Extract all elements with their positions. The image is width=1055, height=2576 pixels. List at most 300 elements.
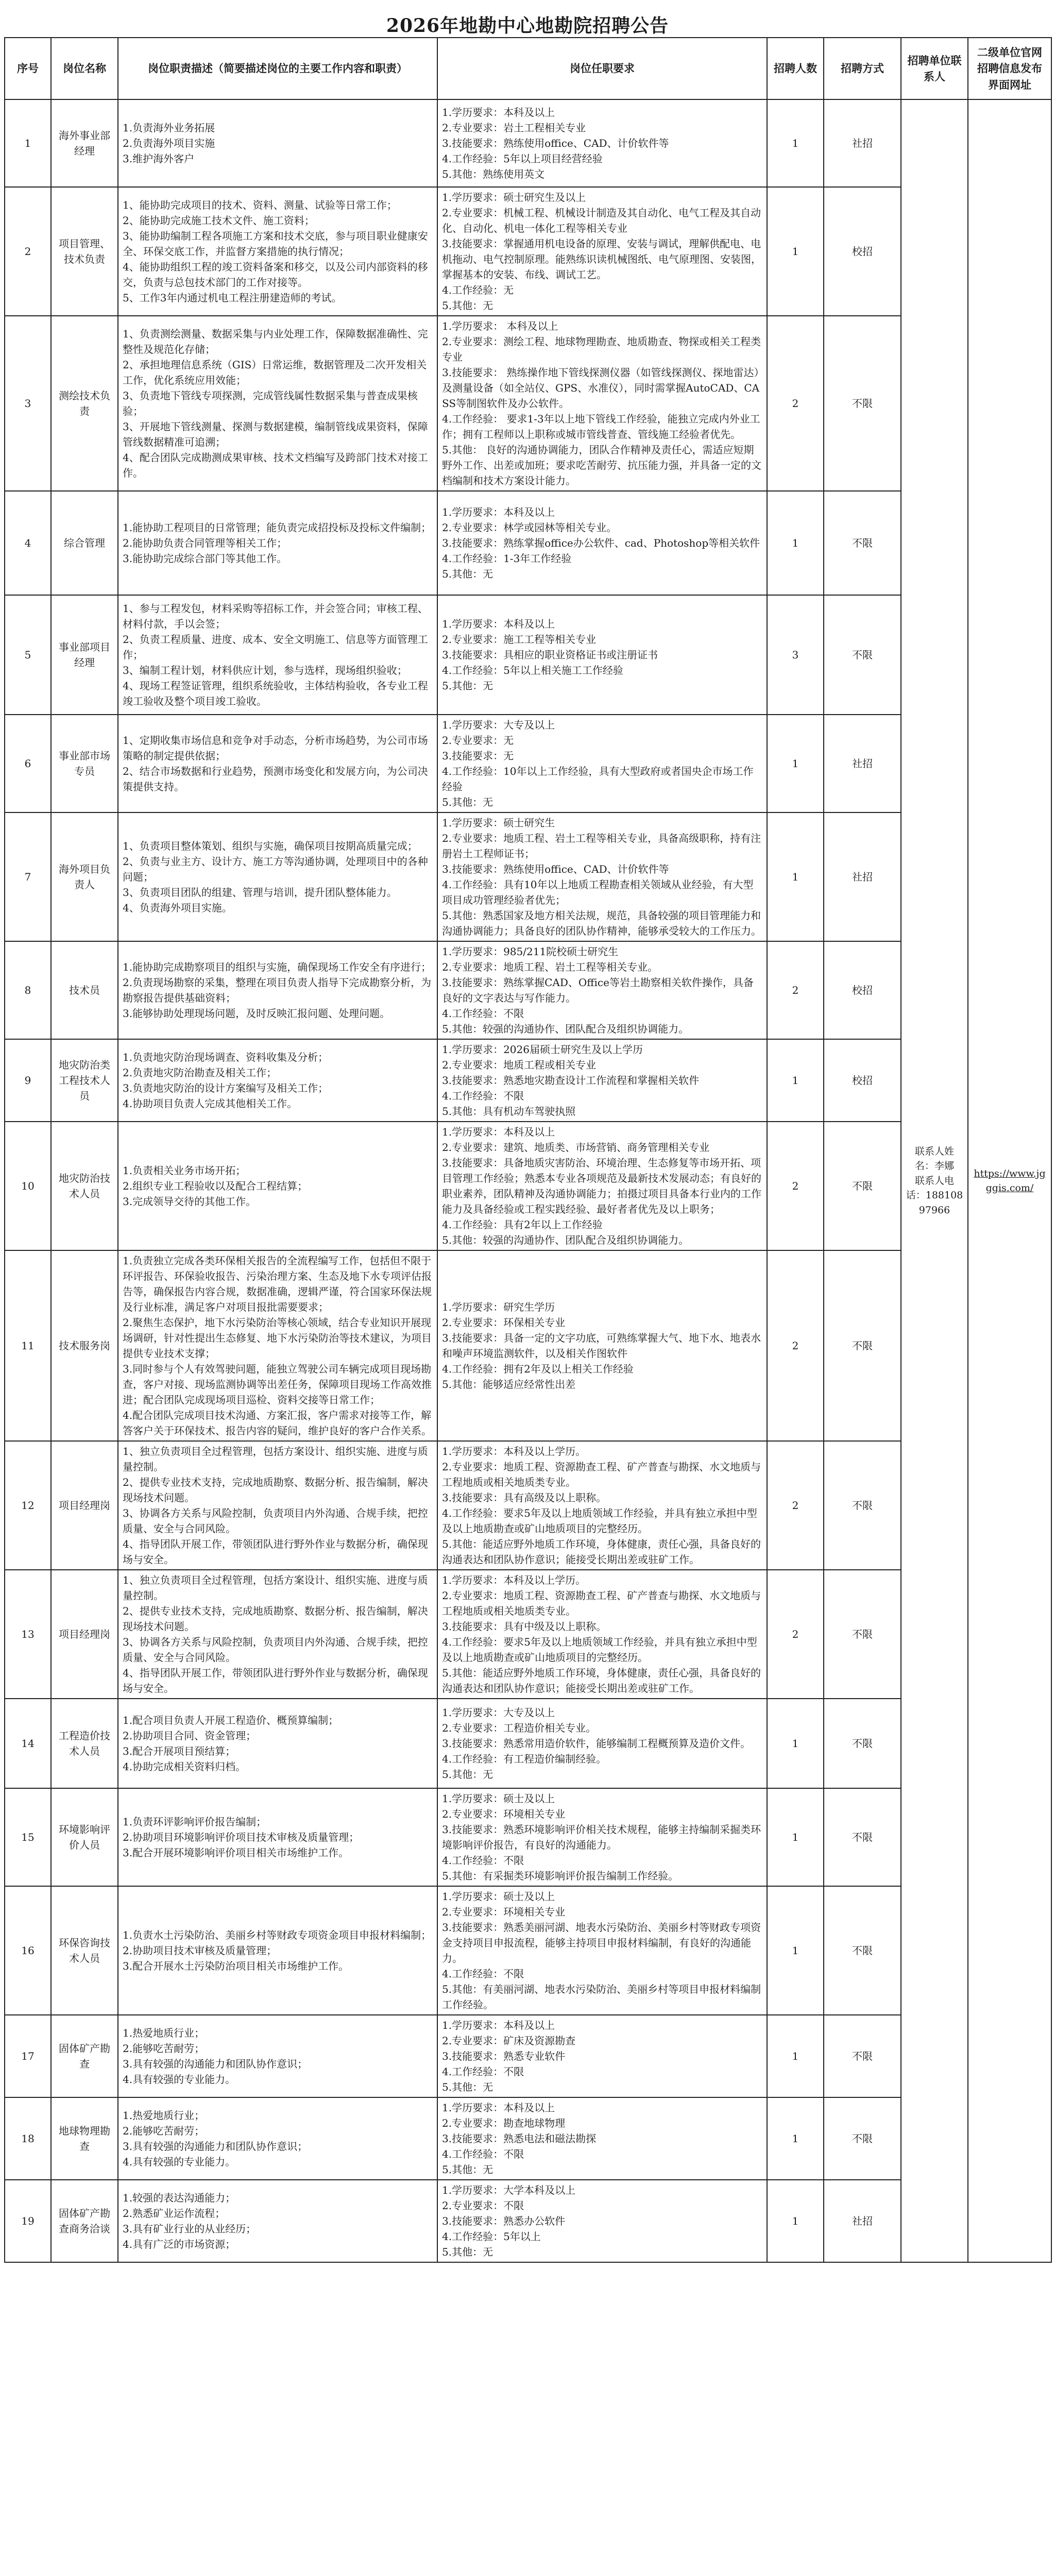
post-name: 事业部项目经理 — [51, 595, 118, 715]
post-name: 海外事业部经理 — [51, 99, 118, 187]
row-number: 12 — [5, 1441, 51, 1570]
duty-line: 2、负责与业主方、设计方、施工方等沟通协调，处理项目中的各种问题； — [123, 855, 428, 883]
requirement-line: 2.专业要求：不限 — [442, 2199, 524, 2212]
duty-description — [118, 2097, 437, 2180]
hire-count: 1 — [767, 2015, 824, 2097]
requirement-line: 3.技能要求：熟悉美丽河湖、地表水污染防治、美丽乡村等财政专项资金支持项目申报流程，能够主持项目申报材料编制，有良好的沟通能力。 — [442, 1921, 761, 1964]
hire-method: 社招 — [824, 2180, 901, 2262]
hire-count: 2 — [767, 1250, 824, 1441]
requirement-line: 2.专业要求：无 — [442, 734, 514, 747]
requirement-line: 4.工作经验：不限 — [442, 1007, 524, 1020]
duty-line: 3.能协助完成综合部门等其他工作。 — [123, 552, 287, 565]
duty-line: 1.负责海外业务拓展 — [123, 122, 215, 134]
hire-method: 不限 — [824, 491, 901, 595]
post-name: 事业部市场专员 — [51, 715, 118, 812]
requirement-line: 3.技能要求： 熟练操作地下管线探测仪器（如管线探测仪、探地雷达）及测量设备（如全站仪、GPS、水准仪），同时需掌握AutoCAD、CASS等制图软件及办公软件。 — [442, 366, 760, 410]
requirement-line: 2.专业要求：环保相关专业 — [442, 1316, 566, 1329]
requirement-line: 4.工作经验：不限 — [442, 1854, 524, 1867]
duty-line: 2、提供专业技术支持，完成地质勘察、数据分析、报告编制，解决现场技术问题。 — [123, 1476, 428, 1504]
duty-line: 3.能够协助处理现场问题，及时反映汇报问题、处理问题。 — [123, 1007, 390, 1020]
duty-line: 4.配合团队完成项目技术沟通、方案汇报，客户需求对接等工作，解答客户关于环保技术、报告内容的疑问，维护良好的客户合作关系。 — [123, 1409, 432, 1437]
duty-line: 4.协助项目负责人完成其他相关工作。 — [123, 1097, 298, 1110]
post-name: 地灾防治技术人员 — [51, 1122, 118, 1250]
hire-method: 校招 — [824, 187, 901, 316]
requirement-line: 5.其他：无 — [442, 2163, 494, 2176]
duty-line: 2.组织专业工程验收以及配合工程结算； — [123, 1180, 308, 1192]
duty-line: 1、能协助完成项目的技术、资料、测量、试验等日常工作； — [123, 199, 397, 211]
requirement-line: 3.技能要求：熟悉办公软件 — [442, 2215, 566, 2227]
hire-count: 2 — [767, 316, 824, 491]
requirement-line: 3.技能要求：掌握通用机电设备的原理、安装与调试，理解供配电、电机拖动、电气控制原理。能熟练识读机械图纸、电气原理图、安装图，掌握基本的安装、布线、调试工艺。 — [442, 238, 761, 281]
row-number: 19 — [5, 2180, 51, 2262]
requirement-line: 2.专业要求：矿床及资源勘查 — [442, 2035, 576, 2047]
hire-method: 校招 — [824, 1039, 901, 1122]
duty-line: 3、负责地下管线专项探测，完成管线属性数据采集与普查成果核验； — [123, 389, 418, 417]
duty-line: 4.具有广泛的市场资源； — [123, 2238, 236, 2250]
page-title: 2026年地勘中心地勘院招聘公告 — [386, 15, 669, 37]
requirement-line: 4.工作经验：不限 — [442, 1968, 524, 1980]
requirement-line: 5.其他：能适应野外地质工作环境，身体健康，责任心强，具备良好的沟通表达和团队协作意识；能接受长期出差或驻矿工作。 — [442, 1667, 761, 1694]
requirement-line: 2.专业要求：环境相关专业 — [442, 1906, 566, 1918]
duty-description — [118, 1250, 437, 1441]
requirement-line: 4.工作经验：5年以上相关施工工作经验 — [442, 664, 623, 676]
duty-line: 3、协调各方关系与风险控制，负责项目内外沟通、合规手续，把控质量、安全与合同风险。 — [123, 1636, 428, 1664]
duty-line: 4.协助完成相关资料归档。 — [123, 1760, 246, 1773]
duty-line: 1.配合项目负责人开展工程造价、概预算编制； — [123, 1714, 339, 1726]
hire-method: 不限 — [824, 1788, 901, 1886]
post-name: 固体矿产勘查 — [51, 2015, 118, 2097]
hire-count: 1 — [767, 99, 824, 187]
requirement-line: 5.其他：无 — [442, 568, 494, 580]
requirement-line: 1.学历要求：大专及以上 — [442, 719, 555, 731]
requirement-line: 1.学历要求：本科及以上 — [442, 106, 555, 118]
post-name: 环保咨询技术人员 — [51, 1886, 118, 2015]
post-name: 项目经理岗 — [51, 1441, 118, 1570]
duty-line: 1、负责测绘测量、数据采集与内业处理工作，保障数据准确性、完整性及规范化存储； — [123, 328, 428, 355]
hire-count: 2 — [767, 941, 824, 1039]
requirement-line: 2.专业要求：施工工程等相关专业 — [442, 633, 597, 646]
duty-line: 2.协助项目合同、资金管理； — [123, 1730, 257, 1742]
requirement-line: 5.其他：具有机动车驾驶执照 — [442, 1105, 576, 1117]
table-row — [5, 941, 1051, 1039]
official-site-link[interactable]: https://www.jgggis.com/ — [974, 1167, 1046, 1194]
duty-line: 1、负责项目整体策划、组织与实施，确保项目按期高质量完成； — [123, 840, 418, 852]
recruitment-table — [4, 37, 1052, 2263]
official-site-url — [968, 99, 1051, 2262]
duty-line: 1.负责独立完成各类环保相关报告的全流程编写工作，包括但不限于环评报告、环保验收报告、污染治理方案、生态及地下水专项评估报告等，确保报告内容合规，数据准确，逻辑严谨，符合国家环保法规及行业标准，满足客户对项目报批需要要求； — [123, 1255, 432, 1313]
requirement-line: 4.工作经验：5年以上项目经营经验 — [442, 152, 603, 165]
job-requirements — [437, 1039, 767, 1122]
table-row — [5, 316, 1051, 491]
hire-method: 社招 — [824, 99, 901, 187]
requirement-line: 4.工作经验：1-3年工作经验 — [442, 552, 572, 565]
duty-line: 2.负责海外项目实施 — [123, 137, 215, 149]
table-row — [5, 491, 1051, 595]
requirement-line: 2.专业要求：机械工程、机械设计制造及其自动化、电气工程及其自动化、自动化、机电一体化工程等相关专业 — [442, 207, 761, 234]
table-row — [5, 2015, 1051, 2097]
duty-description — [118, 1788, 437, 1886]
job-requirements — [437, 941, 767, 1039]
duty-line: 4、指导团队开展工作，带领团队进行野外作业与数据分析，确保现场与安全。 — [123, 1667, 428, 1694]
row-number: 6 — [5, 715, 51, 812]
duty-description — [118, 1039, 437, 1122]
requirement-line: 4.工作经验：不限 — [442, 1090, 524, 1102]
table-row — [5, 1122, 1051, 1250]
duty-line: 1.能协助工程项目的日常管理；能负责完成招投标及投标文件编制； — [123, 521, 432, 534]
header-duty-line: （简要描述岗位的主要工作内容和职责） — [213, 62, 407, 75]
duty-line: 2.协助项目技术审核及质量管理； — [123, 1944, 277, 1957]
requirement-line: 2.专业要求：地质工程或相关专业 — [442, 1059, 597, 1071]
requirement-line: 1.学历要求：本科及以上 — [442, 618, 555, 630]
requirement-line: 1.学历要求：大学本科及以上 — [442, 2184, 576, 2196]
duty-line: 3.配合开展水土污染防治项目相关市场维护工作。 — [123, 1960, 349, 1972]
duty-line: 1.负责水土污染防治、美丽乡村等财政专项资金项目申报材料编制； — [123, 1929, 432, 1941]
requirement-line: 1.学历要求：本科及以上 — [442, 506, 555, 518]
requirement-line: 1.学历要求：本科及以上 — [442, 1126, 555, 1138]
duty-line: 3.负责地灾防治的设计方案编写及相关工作； — [123, 1082, 329, 1094]
duty-line: 2.能够吃苦耐劳； — [123, 2042, 205, 2055]
requirement-line: 3.技能要求：熟悉地灾勘查设计工作流程和掌握相关软件 — [442, 1074, 700, 1087]
contact-person — [901, 99, 968, 2262]
post-name: 技术服务岗 — [51, 1250, 118, 1441]
job-requirements — [437, 715, 767, 812]
hire-method: 不限 — [824, 2097, 901, 2180]
requirement-line: 5.其他：能够适应经常性出差 — [442, 1378, 576, 1391]
duty-description — [118, 1886, 437, 2015]
contact-line: 联系人姓名：李娜 — [914, 1145, 954, 1172]
requirement-line: 4.工作经验：要求5年及以上地质领域工作经验，并具有独立承担中型及以上地质勘查或矿山地质项目的完整经历。 — [442, 1636, 757, 1664]
duty-description — [118, 2015, 437, 2097]
requirement-line: 5.其他：熟悉国家及地方相关法规，规范，具备较强的项目管理能力和沟通协调能力；具备良好的团队协作精神，能够承受较大的工作压力。 — [442, 909, 761, 937]
duty-line: 2、承担地理信息系统（GIS）日常运维，数据管理及二次开发相关工作，优化系统应用效能； — [123, 359, 427, 386]
job-requirements — [437, 1699, 767, 1788]
requirement-line: 5.其他：无 — [442, 2081, 494, 2093]
requirement-line: 2.专业要求：地质工程、岩土工程等相关专业，具备高级职称，持有注册岩土工程师证书； — [442, 832, 761, 860]
duty-line: 3、能协助编制工程各项施工方案和技术交底，参与项目职业健康安全、环保交底工作，并监督方案措施的执行情况； — [123, 230, 428, 258]
job-requirements — [437, 1570, 767, 1699]
duty-line: 1.较强的表达沟通能力； — [123, 2192, 236, 2204]
requirement-line: 5.其他：能适应野外地质工作环境，身体健康，责任心强，具备良好的沟通表达和团队协作意识；能接受长期出差或驻矿工作。 — [442, 1538, 761, 1566]
duty-description — [118, 316, 437, 491]
duty-line: 2.能协助负责合同管理等相关工作； — [123, 537, 287, 549]
requirement-line: 2.专业要求：测绘工程、地球物理勘查、地质勘查、物探或相关工程类专业 — [442, 335, 761, 363]
duty-description — [118, 2180, 437, 2262]
job-requirements — [437, 595, 767, 715]
hire-count: 3 — [767, 595, 824, 715]
duty-description — [118, 491, 437, 595]
requirement-line: 2.专业要求：地质工程、资源勘查工程、矿产普查与勘探、水文地质与工程地质或相关地质类专业。 — [442, 1461, 761, 1488]
duty-description — [118, 1441, 437, 1570]
table-row — [5, 715, 1051, 812]
duty-line: 1.负责相关业务市场开拓； — [123, 1164, 246, 1177]
requirement-line: 5.其他：有采掘类环境影响评价报告编制工作经验。 — [442, 1870, 679, 1882]
row-number: 11 — [5, 1250, 51, 1441]
post-name: 项目管理、技术负责 — [51, 187, 118, 316]
hire-count: 2 — [767, 1441, 824, 1570]
duty-line: 4.具有较强的专业能力。 — [123, 2073, 236, 2086]
duty-line: 3.具有较强的沟通能力和团队协作意识； — [123, 2140, 308, 2153]
requirement-line: 5.其他：无 — [442, 796, 494, 808]
requirement-line: 4.工作经验：不限 — [442, 2148, 524, 2160]
table-body — [5, 99, 1051, 2262]
table-row — [5, 1250, 1051, 1441]
duty-line: 4.具有较强的专业能力。 — [123, 2156, 236, 2168]
duty-description — [118, 941, 437, 1039]
hire-method: 不限 — [824, 1441, 901, 1570]
header-post: 岗位名称 — [51, 38, 118, 99]
hire-count: 1 — [767, 812, 824, 941]
job-requirements — [437, 316, 767, 491]
row-number: 15 — [5, 1788, 51, 1886]
table-row — [5, 187, 1051, 316]
requirement-line: 1.学历要求：本科及以上学历。 — [442, 1574, 586, 1586]
row-number: 3 — [5, 316, 51, 491]
duty-line: 4、负责海外项目实施。 — [123, 902, 232, 914]
table-row — [5, 1570, 1051, 1699]
hire-count: 1 — [767, 1039, 824, 1122]
requirement-line: 3.技能要求：具有高级及以上职称。 — [442, 1492, 607, 1504]
table-row — [5, 1441, 1051, 1570]
job-requirements — [437, 1886, 767, 2015]
duty-line: 3、负责项目团队的组建、管理与培训，提升团队整体能力。 — [123, 886, 397, 899]
hire-method: 不限 — [824, 1122, 901, 1250]
hire-method: 社招 — [824, 812, 901, 941]
requirement-line: 5.其他： 良好的沟通协调能力，团队合作精神及责任心，需适应短期野外工作、出差或加班；要求吃苦耐劳、抗压能力强，并具备一定的文档编制和技术方案设计能力。 — [442, 444, 761, 487]
hire-count: 1 — [767, 2180, 824, 2262]
duty-line: 3、编制工程计划，材料供应计划，参与选样，现场组织验收； — [123, 664, 407, 676]
hire-count: 1 — [767, 187, 824, 316]
header-requirements: 岗位任职要求 — [437, 38, 767, 99]
requirement-line: 2.专业要求：岩土工程相关专业 — [442, 122, 586, 134]
duty-line: 4、指导团队开展工作，带领团队进行野外作业与数据分析，确保现场与安全。 — [123, 1538, 428, 1566]
requirement-line: 5.其他：无 — [442, 680, 494, 692]
requirement-line: 3.技能要求：熟悉电法和磁法勘探 — [442, 2132, 597, 2145]
hire-method: 不限 — [824, 1699, 901, 1788]
hire-method: 不限 — [824, 316, 901, 491]
table-row — [5, 99, 1051, 187]
duty-line: 1、参与工程发包，材料采购等招标工作，并会签合同；审核工程、材料付款，手以会签； — [123, 602, 428, 630]
job-requirements — [437, 1788, 767, 1886]
requirement-line: 2.专业要求：环境相关专业 — [442, 1808, 566, 1820]
hire-count: 1 — [767, 491, 824, 595]
post-name: 项目经理岗 — [51, 1570, 118, 1699]
duty-line: 4、能协助组织工程的竣工资料备案和移交，以及公司内部资料的移交，负责与总包技术部门的工作对接等。 — [123, 261, 428, 289]
requirement-line: 3.技能要求：具备地质灾害防治、环境治理、生态修复等市场开拓、项目管理工作经验；熟悉本专业各项规范及最新技术发展动态；有良好的职业素养，团队精神及沟通协调能力；拍摄过项目具备本行业内的工作能力及具备经验或工程实践经验、最好者者优先及以上职务； — [442, 1157, 761, 1215]
contact-line: 联系人电话：18810897966 — [906, 1175, 963, 1216]
duty-line: 2、能协助完成施工技术文件、施工资料； — [123, 214, 315, 227]
duty-line: 1、定期收集市场信息和竞争对手动态，分析市场趋势，为公司市场策略的制定提供依据； — [123, 734, 428, 762]
requirement-line: 1.学历要求：2026届硕士研究生及以上学历 — [442, 1043, 643, 1056]
hire-count: 2 — [767, 1570, 824, 1699]
job-requirements — [437, 2180, 767, 2262]
table-row — [5, 1039, 1051, 1122]
job-requirements — [437, 812, 767, 941]
header-no: 序号 — [5, 38, 51, 99]
requirement-line: 1.学历要求：本科及以上学历。 — [442, 1445, 586, 1458]
requirement-line: 5.其他：较强的沟通协作、团队配合及组织协调能力。 — [442, 1023, 689, 1035]
duty-line: 3、开展地下管线测量、探测与数据建模，编制管线成果资料，保障管线数据精准可追溯； — [123, 420, 428, 448]
duty-line: 3.同时参与个人有效驾驶问题，能独立驾驶公司车辆完成项目现场勘查，客户对接、现场监测协调等出差任务，保障项目现场工作高效推进；配合团队完成现场项目巡检、资料交接等日常工作； — [123, 1363, 432, 1406]
row-number: 4 — [5, 491, 51, 595]
requirement-line: 3.技能要求：熟悉专业软件 — [442, 2050, 566, 2062]
duty-description — [118, 595, 437, 715]
row-number: 13 — [5, 1570, 51, 1699]
job-requirements — [437, 99, 767, 187]
duty-line: 2.负责地灾防治勘查及相关工作； — [123, 1066, 277, 1079]
job-requirements — [437, 187, 767, 316]
duty-description — [118, 1122, 437, 1250]
post-name: 测绘技术负责 — [51, 316, 118, 491]
requirement-line: 1.学历要求：研究生学历 — [442, 1301, 555, 1313]
row-number: 8 — [5, 941, 51, 1039]
duty-line: 2.协助项目环境影响评价项目技术审核及质量管理； — [123, 1831, 360, 1843]
requirement-line: 3.技能要求：熟练使用office、CAD、计价软件等 — [442, 863, 669, 875]
hire-count: 1 — [767, 1699, 824, 1788]
requirement-line: 2.专业要求：工程造价相关专业。 — [442, 1722, 597, 1734]
requirement-line: 5.其他：熟练使用英文 — [442, 168, 545, 180]
requirement-line: 3.技能要求：熟悉环境影响评价相关技术规程，能够主持编制采掘类环境影响评价报告，有良好的沟通能力。 — [442, 1823, 761, 1851]
row-number: 2 — [5, 187, 51, 316]
requirement-line: 5.其他：较强的沟通协作、团队配合及组织协调能力。 — [442, 1234, 689, 1246]
requirement-line: 4.工作经验：5年以上 — [442, 2230, 541, 2243]
hire-count: 1 — [767, 1788, 824, 1886]
requirement-line: 2.专业要求：建筑、地质类、市场营销、商务管理相关专业 — [442, 1141, 710, 1154]
table-row — [5, 1886, 1051, 2015]
job-requirements — [437, 491, 767, 595]
job-requirements — [437, 2097, 767, 2180]
hire-count: 1 — [767, 2097, 824, 2180]
table-row — [5, 812, 1051, 941]
row-number: 14 — [5, 1699, 51, 1788]
duty-description — [118, 812, 437, 941]
table-row — [5, 1788, 1051, 1886]
hire-count: 2 — [767, 1122, 824, 1250]
requirement-line: 1.学历要求：985/211院校硕士研究生 — [442, 945, 619, 958]
row-number: 7 — [5, 812, 51, 941]
duty-line: 3.完成领导交待的其他工作。 — [123, 1195, 257, 1208]
requirement-line: 4.工作经验：10年以上工作经验，具有大型政府或者国央企市场工作经验 — [442, 765, 754, 793]
duty-line: 1.负责地灾防治现场调查、资料收集及分析； — [123, 1051, 329, 1063]
requirement-line: 5.其他：无 — [442, 299, 494, 312]
duty-description — [118, 187, 437, 316]
post-name: 技术员 — [51, 941, 118, 1039]
post-name: 综合管理 — [51, 491, 118, 595]
post-name: 环境影响评价人员 — [51, 1788, 118, 1886]
duty-line: 1.负责环评影响评价报告编制； — [123, 1816, 267, 1828]
duty-line: 2、负责工程质量、进度、成本、安全文明施工、信息等方面管理工作； — [123, 633, 428, 661]
post-name: 海外项目负责人 — [51, 812, 118, 941]
hire-count: 1 — [767, 715, 824, 812]
header-duty — [118, 38, 437, 99]
requirement-line: 4.工作经验：拥有2年及以上相关工作经验 — [442, 1363, 634, 1375]
duty-line: 3.配合开展环境影响评价项目相关市场维护工作。 — [123, 1846, 349, 1859]
requirement-line: 1.学历要求：大专及以上 — [442, 1706, 555, 1719]
header-method: 招聘方式 — [824, 38, 901, 99]
hire-method: 不限 — [824, 1570, 901, 1699]
requirement-line: 4.工作经验：有工程造价编制经验。 — [442, 1753, 607, 1765]
duty-line: 2.负责现场勘察的采集，整理在项目负责人指导下完成勘察分析，为勘察报告提供基础资料； — [123, 976, 432, 1004]
requirement-line: 3.技能要求：具备一定的文字功底，可熟练掌握大气、地下水、地表水和噪声环境监测软件，以及相关作图软件 — [442, 1332, 761, 1360]
hire-method: 不限 — [824, 1886, 901, 2015]
duty-line: 3.维护海外客户 — [123, 152, 195, 165]
requirement-line: 3.技能要求：熟悉常用造价软件，能够编制工程概预算及造价文件。 — [442, 1737, 751, 1750]
requirement-line: 5.其他：无 — [442, 2246, 494, 2258]
requirement-line: 1.学历要求：硕士研究生 — [442, 817, 555, 829]
hire-method: 社招 — [824, 715, 901, 812]
requirement-line: 1.学历要求：本科及以上 — [442, 2102, 555, 2114]
job-requirements — [437, 2015, 767, 2097]
job-requirements — [437, 1250, 767, 1441]
table-header-row — [5, 38, 1051, 99]
row-number: 18 — [5, 2097, 51, 2180]
requirement-line: 4.工作经验：无 — [442, 284, 514, 296]
requirement-line: 5.其他：无 — [442, 1768, 494, 1781]
requirement-line: 4.工作经验：要求5年及以上地质领域工作经验，并具有独立承担中型及以上地质勘查或矿山地质项目的完整经历。 — [442, 1507, 757, 1535]
requirement-line: 2.专业要求：地质工程、资源勘查工程、矿产普查与勘探、水文地质与工程地质或相关地质类专业。 — [442, 1589, 761, 1617]
requirement-line: 1.学历要求： 本科及以上 — [442, 320, 558, 332]
duty-description — [118, 1699, 437, 1788]
duty-line: 4、现场工程签证管理，组织系统验收，主体结构验收，各专业工程竣工验收及整个项目竣工验收。 — [123, 680, 428, 707]
hire-method: 不限 — [824, 595, 901, 715]
requirement-line: 1.学历要求：硕士研究生及以上 — [442, 191, 586, 204]
duty-line: 3.配合开展项目预结算； — [123, 1745, 236, 1757]
duty-line: 3.具有矿业行业的从业经历； — [123, 2223, 257, 2235]
duty-line: 2.聚焦生态保护，地下水污染防治等核心领域，结合专业知识开展现场调研，针对性提出生态修复、地下水污染防治等技术建议，为项目提供专业技术支撑； — [123, 1316, 432, 1360]
requirement-line: 1.学历要求：硕士及以上 — [442, 1890, 555, 1903]
duty-line: 2、结合市场数据和行业趋势，预测市场变化和发展方向，为公司决策提供支持。 — [123, 765, 428, 793]
header-contact: 招聘单位联系人 — [901, 38, 968, 99]
duty-line: 1.热爱地质行业； — [123, 2027, 205, 2039]
header-url: 二级单位官网招聘信息发布界面网址 — [968, 38, 1051, 99]
requirement-line: 3.技能要求：熟练使用office、CAD、计价软件等 — [442, 137, 669, 149]
duty-line: 1、独立负责项目全过程管理，包括方案设计、组织实施、进度与质量控制。 — [123, 1574, 428, 1602]
row-number: 17 — [5, 2015, 51, 2097]
table-row — [5, 2097, 1051, 2180]
table-row — [5, 595, 1051, 715]
row-number: 10 — [5, 1122, 51, 1250]
hire-method: 不限 — [824, 1250, 901, 1441]
hire-method: 校招 — [824, 941, 901, 1039]
requirement-line: 4.工作经验：不限 — [442, 2065, 524, 2078]
job-requirements — [437, 1122, 767, 1250]
requirement-line: 5.其他：有美丽河湖、地表水污染防治、美丽乡村等项目申报材料编制工作经验。 — [442, 1983, 761, 2011]
duty-line: 2、提供专业技术支持，完成地质勘察、数据分析、报告编制，解决现场技术问题。 — [123, 1605, 428, 1633]
row-number: 5 — [5, 595, 51, 715]
requirement-line: 1.学历要求：硕士及以上 — [442, 1792, 555, 1805]
duty-description — [118, 99, 437, 187]
requirement-line: 4.工作经验：具有10年以上地质工程勘查相关领域从业经验，有大型项目成功管理经验者优先； — [442, 878, 754, 906]
duty-line: 3、协调各方关系与风险控制，负责项目内外沟通、合规手续，把控质量、安全与合同风险。 — [123, 1507, 428, 1535]
duty-line: 2.能够吃苦耐劳； — [123, 2125, 205, 2137]
post-name: 地球物理勘查 — [51, 2097, 118, 2180]
row-number: 1 — [5, 99, 51, 187]
requirement-line: 1.学历要求：本科及以上 — [442, 2019, 555, 2031]
post-name: 工程造价技术人员 — [51, 1699, 118, 1788]
table-row — [5, 2180, 1051, 2262]
duty-description — [118, 1570, 437, 1699]
requirement-line: 3.技能要求：具相应的职业资格证书或注册证书 — [442, 649, 658, 661]
duty-line: 1.能协助完成勘察项目的组织与实施，确保现场工作安全有序进行； — [123, 961, 432, 973]
row-number: 9 — [5, 1039, 51, 1122]
requirement-line: 4.工作经验：具有2年以上工作经验 — [442, 1218, 603, 1231]
table-row — [5, 1699, 1051, 1788]
duty-line: 5、工作3年内通过机电工程注册建造师的考试。 — [123, 292, 342, 304]
hire-count: 1 — [767, 1886, 824, 2015]
header-count: 招聘人数 — [767, 38, 824, 99]
requirement-line: 3.技能要求：具有中级及以上职称。 — [442, 1620, 607, 1633]
duty-line: 2.熟悉矿业运作流程； — [123, 2207, 226, 2219]
requirement-line: 2.专业要求：林学或园林等相关专业。 — [442, 521, 617, 534]
